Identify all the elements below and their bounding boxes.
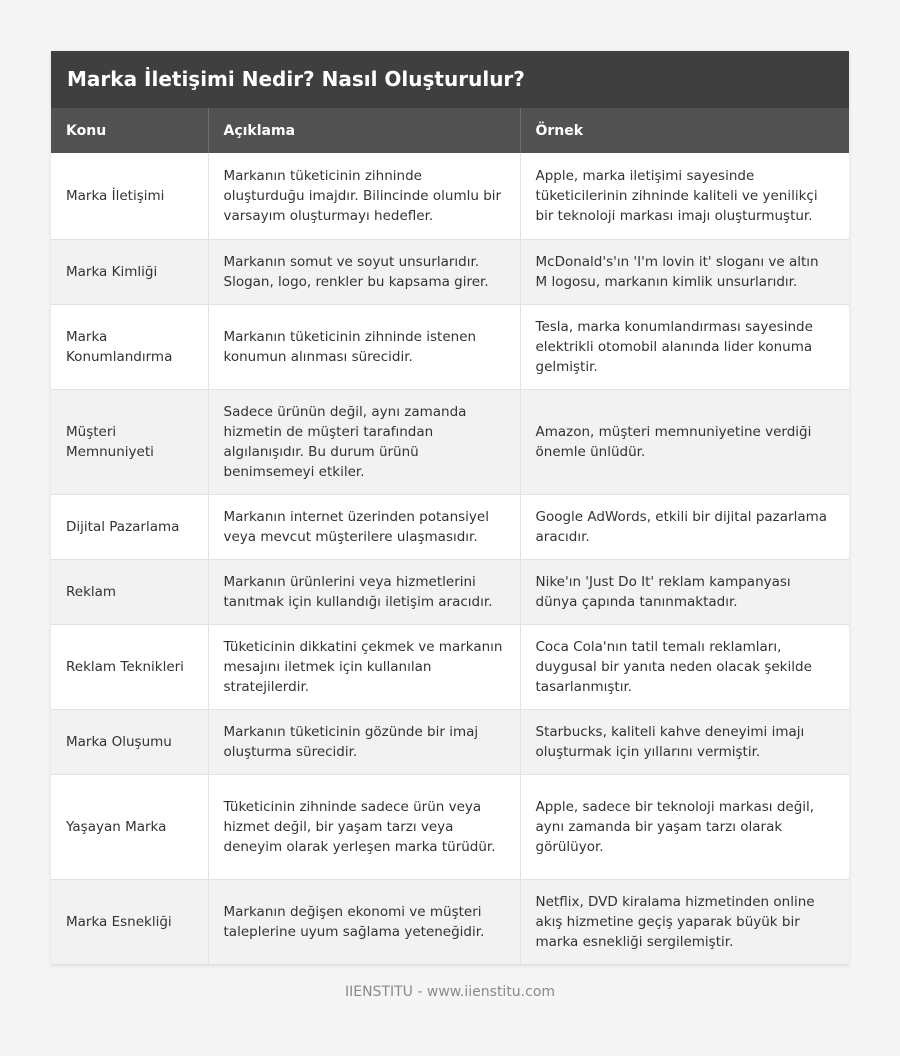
table-row xyxy=(51,559,849,624)
cell-topic: Marka Esnekliği xyxy=(51,879,208,964)
cell-example: Google AdWords, etkili bir dijital pazarlama aracıdır. xyxy=(520,494,849,559)
cell-description: Sadece ürünün değil, aynı zamanda hizmetin de müşteri tarafından algılanışıdır. Bu durum ürünü benimsemeyi etkiler. xyxy=(208,389,520,494)
cell-example: Apple, sadece bir teknoloji markası değil, aynı zamanda bir yaşam tarzı olarak görülüyor. xyxy=(520,774,849,879)
table-row xyxy=(51,879,849,964)
table-card xyxy=(51,51,849,965)
cell-topic: Yaşayan Marka xyxy=(51,774,208,879)
cell-topic: Dijital Pazarlama xyxy=(51,494,208,559)
table-row xyxy=(51,774,849,879)
cell-example: McDonald's'ın 'I'm lovin it' sloganı ve altın M logosu, markanın kimlik unsurlarıdır. xyxy=(520,239,849,304)
table-row xyxy=(51,239,849,304)
table-row xyxy=(51,494,849,559)
column-header-topic: Konu xyxy=(51,108,208,153)
cell-description: Markanın değişen ekonomi ve müşteri taleplerine uyum sağlama yeteneğidir. xyxy=(208,879,520,964)
cell-example: Coca Cola'nın tatil temalı reklamları, duygusal bir yanıta neden olacak şekilde tasarlanmıştır. xyxy=(520,624,849,709)
content-table xyxy=(51,108,849,965)
table-row xyxy=(51,389,849,494)
cell-topic: Marka Konumlandırma xyxy=(51,304,208,389)
cell-topic: Marka Oluşumu xyxy=(51,709,208,774)
cell-example: Amazon, müşteri memnuniyetine verdiği önemle ünlüdür. xyxy=(520,389,849,494)
column-header-example: Örnek xyxy=(520,108,849,153)
cell-topic: Marka Kimliği xyxy=(51,239,208,304)
page-title: Marka İletişimi Nedir? Nasıl Oluşturulur? xyxy=(51,51,849,108)
footer-credit: IIENSTITU - www.iienstitu.com xyxy=(344,984,556,1000)
cell-topic: Reklam xyxy=(51,559,208,624)
table-row xyxy=(51,153,849,239)
cell-example: Starbucks, kaliteli kahve deneyimi imajı oluşturmak için yıllarını vermiştir. xyxy=(520,709,849,774)
cell-description: Markanın tüketicinin zihninde istenen konumun alınması sürecidir. xyxy=(208,304,520,389)
cell-example: Apple, marka iletişimi sayesinde tüketicilerinin zihninde kaliteli ve yenilikçi bir teknoloji markası imajı oluşturmuştur. xyxy=(520,153,849,239)
table-row xyxy=(51,304,849,389)
table-row xyxy=(51,709,849,774)
cell-description: Markanın ürünlerini veya hizmetlerini tanıtmak için kullandığı iletişim aracıdır. xyxy=(208,559,520,624)
cell-example: Tesla, marka konumlandırması sayesinde elektrikli otomobil alanında lider konuma gelmiştir. xyxy=(520,304,849,389)
cell-description: Markanın somut ve soyut unsurlarıdır. Slogan, logo, renkler bu kapsama girer. xyxy=(208,239,520,304)
cell-topic: Reklam Teknikleri xyxy=(51,624,208,709)
table-header-row xyxy=(51,108,849,153)
cell-description: Tüketicinin zihninde sadece ürün veya hizmet değil, bir yaşam tarzı veya deneyim olarak yerleşen marka türüdür. xyxy=(208,774,520,879)
cell-description: Tüketicinin dikkatini çekmek ve markanın mesajını iletmek için kullanılan stratejilerdir. xyxy=(208,624,520,709)
cell-example: Nike'ın 'Just Do It' reklam kampanyası dünya çapında tanınmaktadır. xyxy=(520,559,849,624)
cell-description: Markanın tüketicinin zihninde oluşturduğu imajdır. Bilincinde olumlu bir varsayım oluşturmayı hedefler. xyxy=(208,153,520,239)
cell-topic: Marka İletişimi xyxy=(51,153,208,239)
cell-description: Markanın internet üzerinden potansiyel veya mevcut müşterilere ulaşmasıdır. xyxy=(208,494,520,559)
cell-topic: Müşteri Memnuniyeti xyxy=(51,389,208,494)
table-row xyxy=(51,624,849,709)
cell-description: Markanın tüketicinin gözünde bir imaj oluşturma sürecidir. xyxy=(208,709,520,774)
column-header-description: Açıklama xyxy=(208,108,520,153)
cell-example: Netflix, DVD kiralama hizmetinden online akış hizmetine geçiş yaparak büyük bir marka esnekliği sergilemiştir. xyxy=(520,879,849,964)
